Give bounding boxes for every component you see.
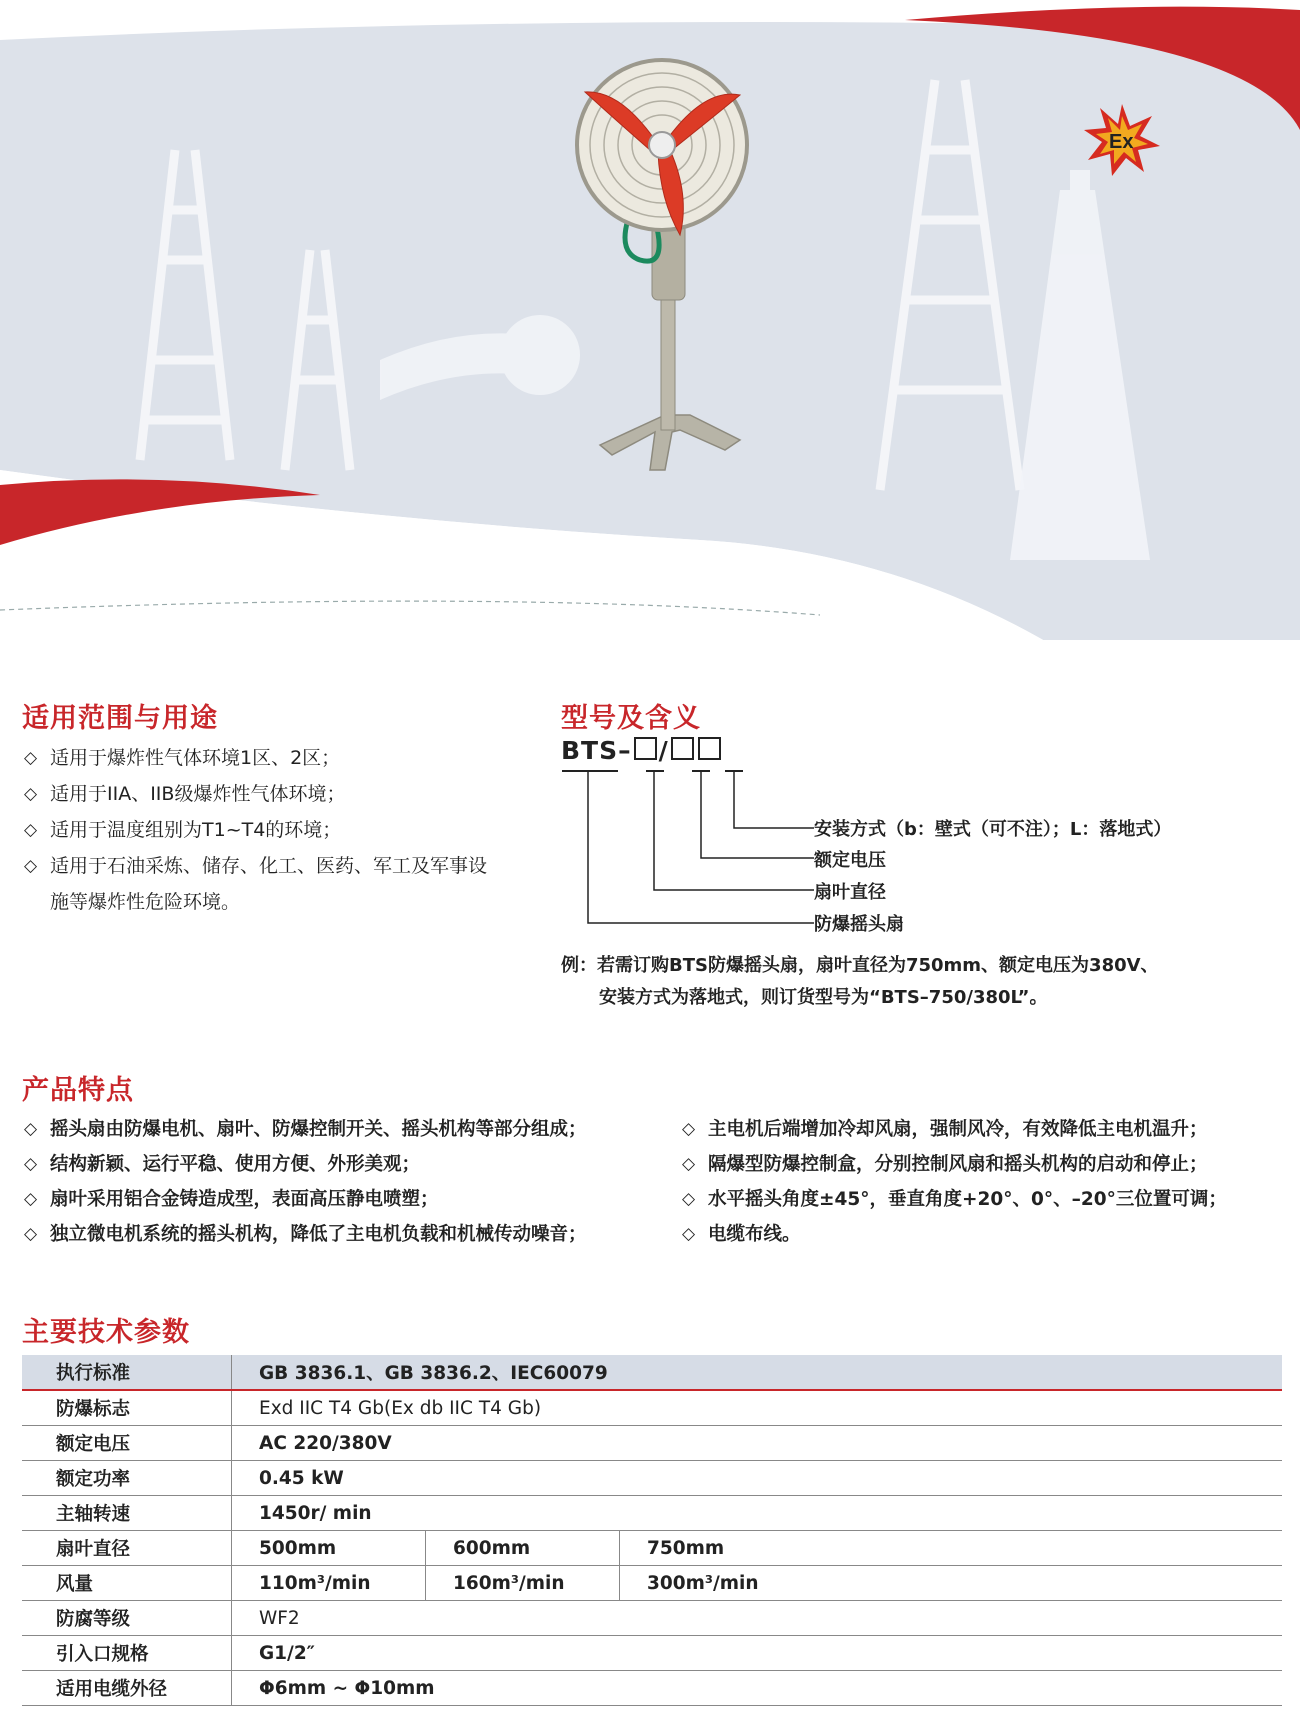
hero-banner bbox=[0, 0, 1300, 640]
spec-key: 额定电压 bbox=[22, 1426, 232, 1461]
list-item: ◇ 结构新颖、运行平稳、使用方便、外形美观； bbox=[24, 1154, 421, 1175]
table-row bbox=[22, 1566, 1282, 1601]
legend-diameter: 扇叶直径 bbox=[814, 882, 886, 903]
table-row bbox=[22, 1531, 1282, 1566]
order-example bbox=[561, 950, 1159, 1014]
list-item: ◇ 独立微电机系统的摇头机构，降低了主电机负载和机械传动噪音； bbox=[24, 1224, 587, 1245]
list-item: ◇ 适用于IIA、IIB级爆炸性气体环境； bbox=[24, 783, 346, 805]
spec-value: Φ6mm ~ Φ10mm bbox=[232, 1671, 1283, 1706]
spec-value: WF2 bbox=[232, 1601, 1283, 1636]
spec-value: 110m³/min bbox=[232, 1566, 426, 1601]
spec-key: 适用电缆外径 bbox=[22, 1671, 232, 1706]
spec-key: 引入口规格 bbox=[22, 1636, 232, 1671]
table-row bbox=[22, 1636, 1282, 1671]
spec-value: 160m³/min bbox=[426, 1566, 620, 1601]
scope-title: 适用范围与用途 bbox=[22, 703, 218, 734]
spec-key: 扇叶直径 bbox=[22, 1531, 232, 1566]
spec-value: 750mm bbox=[620, 1531, 1283, 1566]
legend-fan-type: 防爆摇头扇 bbox=[814, 914, 904, 935]
model-connector-lines bbox=[560, 768, 820, 938]
voltage-box bbox=[671, 737, 694, 760]
spec-value: Exd IIC T4 Gb(Ex db IIC T4 Gb) bbox=[232, 1390, 1283, 1426]
ex-logo-text: Ex bbox=[1109, 131, 1134, 153]
spec-key: 防腐等级 bbox=[22, 1601, 232, 1636]
table-row bbox=[22, 1601, 1282, 1636]
list-item: ◇ 适用于爆炸性气体环境1区、2区； bbox=[24, 747, 341, 769]
list-item: ◇ 摇头扇由防爆电机、扇叶、防爆控制开关、摇头机构等部分组成； bbox=[24, 1119, 587, 1140]
spec-key: 风量 bbox=[22, 1566, 232, 1601]
spec-value: 1450r/ min bbox=[232, 1496, 1283, 1531]
spec-table bbox=[22, 1355, 1282, 1706]
specs-title: 主要技术参数 bbox=[22, 1317, 190, 1348]
spec-key: 额定功率 bbox=[22, 1461, 232, 1496]
example-line-2: 安装方式为落地式，则订货型号为“BTS–750/380L”。 bbox=[599, 987, 1048, 1008]
spec-value: 300m³/min bbox=[620, 1566, 1283, 1601]
table-row bbox=[22, 1461, 1282, 1496]
table-row bbox=[22, 1426, 1282, 1461]
spec-value: 0.45 kW bbox=[232, 1461, 1283, 1496]
list-item: ◇ 水平摇头角度±45°，垂直角度+20°、0°、–20°三位置可调； bbox=[682, 1189, 1227, 1210]
list-item: ◇ 扇叶采用铝合金铸造成型，表面高压静电喷塑； bbox=[24, 1189, 439, 1210]
spec-value: GB 3836.1、GB 3836.2、IEC60079 bbox=[232, 1355, 1283, 1390]
list-item: ◇ 隔爆型防爆控制盒，分别控制风扇和摇头机构的启动和停止； bbox=[682, 1154, 1208, 1175]
spec-value: 600mm bbox=[426, 1531, 620, 1566]
scope-list bbox=[22, 740, 492, 920]
table-row bbox=[22, 1671, 1282, 1706]
spec-value: 500mm bbox=[232, 1531, 426, 1566]
mount-box bbox=[698, 737, 721, 760]
example-line-1: 例：若需订购BTS防爆摇头扇，扇叶直径为750mm、额定电压为380V、 bbox=[561, 955, 1159, 976]
diameter-box bbox=[634, 737, 657, 760]
list-item: ◇ 电缆布线。 bbox=[682, 1224, 801, 1245]
features-left-list bbox=[22, 1112, 662, 1252]
features-title: 产品特点 bbox=[22, 1075, 134, 1106]
spec-value: G1/2″ bbox=[232, 1636, 1283, 1671]
spec-value: AC 220/380V bbox=[232, 1426, 1283, 1461]
table-row bbox=[22, 1355, 1282, 1390]
list-item: ◇ 适用于温度组别为T1~T4的环境； bbox=[24, 819, 342, 841]
table-row bbox=[22, 1496, 1282, 1531]
spec-key: 主轴转速 bbox=[22, 1496, 232, 1531]
legend-voltage: 额定电压 bbox=[814, 850, 886, 871]
model-title: 型号及含义 bbox=[561, 703, 701, 734]
features-right-list bbox=[680, 1112, 1300, 1252]
list-item: ◇ 主电机后端增加冷却风扇，强制风冷，有效降低主电机温升； bbox=[682, 1119, 1208, 1140]
table-row bbox=[22, 1390, 1282, 1426]
model-code: BTS– / bbox=[561, 736, 723, 765]
spec-key: 防爆标志 bbox=[22, 1390, 232, 1426]
hero-illustration bbox=[0, 0, 1300, 640]
spec-key: 执行标准 bbox=[22, 1355, 232, 1390]
list-item: ◇ 适用于石油采炼、储存、化工、医药、军工及军事设施等爆炸性危险环境。 bbox=[24, 855, 488, 913]
legend-mount: 安装方式（b：壁式（可不注）；L：落地式） bbox=[814, 819, 1172, 840]
